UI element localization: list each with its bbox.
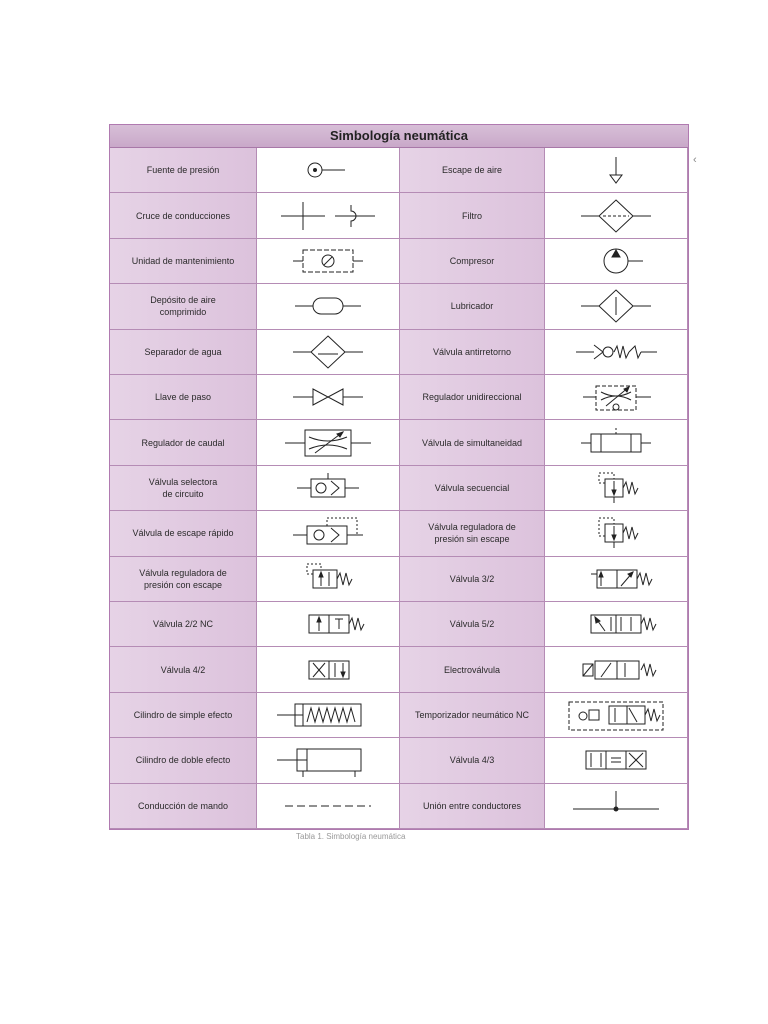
symbol-label: Unión entre conductores (400, 784, 545, 829)
symbol-label: Llave de paso (110, 375, 257, 420)
symbol-cell (545, 602, 688, 647)
one-way-regulator-icon (561, 378, 671, 416)
symbol-cell (545, 693, 688, 738)
symbol-label: Válvula reguladora de presión sin escape (400, 511, 545, 556)
symbol-cell (257, 239, 400, 284)
symbol-cell (257, 375, 400, 420)
symbol-label: Válvula 4/3 (400, 738, 545, 783)
symbol-cell (257, 602, 400, 647)
pressure-source-icon (273, 151, 383, 189)
pilot-line-icon (273, 787, 383, 825)
valve-4-2-icon (273, 651, 383, 689)
symbol-cell (257, 738, 400, 783)
valve-4-3-icon (561, 741, 671, 779)
symbol-label: Electroválvula (400, 647, 545, 692)
symbol-cell (257, 148, 400, 193)
symbol-label: Lubricador (400, 284, 545, 329)
symbol-cell (545, 557, 688, 602)
symbol-cell (545, 330, 688, 375)
symbol-cell (545, 375, 688, 420)
symbol-cell (545, 420, 688, 465)
flow-regulator-icon (273, 424, 383, 462)
sequence-valve-icon (561, 469, 671, 507)
symbol-cell (257, 330, 400, 375)
symbol-label: Válvula secuencial (400, 466, 545, 511)
symbol-cell (545, 193, 688, 238)
quick-exhaust-valve-icon (273, 514, 383, 552)
symbol-cell (257, 284, 400, 329)
symbol-cell (257, 693, 400, 738)
symbol-cell (545, 148, 688, 193)
symbol-label: Escape de aire (400, 148, 545, 193)
line-junction-icon (561, 787, 671, 825)
symbol-cell (545, 284, 688, 329)
symbol-cell (257, 784, 400, 829)
symbol-label: Separador de agua (110, 330, 257, 375)
symbol-label: Fuente de presión (110, 148, 257, 193)
solenoid-valve-icon (561, 651, 671, 689)
symbol-label: Regulador de caudal (110, 420, 257, 465)
symbol-cell (545, 511, 688, 556)
valve-3-2-icon (561, 560, 671, 598)
lubricator-icon (561, 287, 671, 325)
symbol-cell (545, 239, 688, 284)
pressure-regulator-no-exhaust-icon (561, 514, 671, 552)
compressor-icon (561, 242, 671, 280)
symbol-cell (257, 420, 400, 465)
maintenance-unit-icon (273, 242, 383, 280)
symbol-label: Válvula de simultaneidad (400, 420, 545, 465)
and-valve-icon (561, 424, 671, 462)
symbol-cell (545, 647, 688, 692)
air-exhaust-icon (561, 151, 671, 189)
symbol-cell (257, 511, 400, 556)
check-valve-icon (561, 333, 671, 371)
symbol-label: Filtro (400, 193, 545, 238)
symbol-cell (257, 193, 400, 238)
symbol-cell (257, 557, 400, 602)
symbol-label: Cilindro de doble efecto (110, 738, 257, 783)
table-title: Simbología neumática (110, 125, 688, 148)
symbol-label: Compresor (400, 239, 545, 284)
symbol-label: Válvula antirretorno (400, 330, 545, 375)
filter-icon (561, 197, 671, 235)
valve-2-2-nc-icon (273, 605, 383, 643)
symbol-cell (257, 466, 400, 511)
single-acting-cylinder-icon (273, 696, 383, 734)
symbol-cell (545, 738, 688, 783)
page-edge-mark: ‹ (693, 154, 697, 166)
table-caption: Tabla 1. Simbología neumática (296, 832, 406, 841)
symbol-label: Válvula reguladora de presión con escape (110, 557, 257, 602)
symbol-label: Válvula de escape rápido (110, 511, 257, 556)
symbol-label: Cruce de conducciones (110, 193, 257, 238)
symbol-cell (257, 647, 400, 692)
shuttle-valve-icon (273, 469, 383, 507)
water-separator-icon (273, 333, 383, 371)
symbol-label: Válvula 4/2 (110, 647, 257, 692)
valve-5-2-icon (561, 605, 671, 643)
symbol-label: Válvula selectora de circuito (110, 466, 257, 511)
symbol-label: Cilindro de simple efecto (110, 693, 257, 738)
pneumatic-timer-icon (561, 696, 671, 734)
symbol-label: Unidad de mantenimiento (110, 239, 257, 284)
symbol-label: Conducción de mando (110, 784, 257, 829)
line-crossing-icon (273, 197, 383, 235)
symbol-label: Temporizador neumático NC (400, 693, 545, 738)
symbol-label: Válvula 5/2 (400, 602, 545, 647)
symbol-label: Regulador unidireccional (400, 375, 545, 420)
symbol-label: Válvula 3/2 (400, 557, 545, 602)
symbol-label: Depósito de aire comprimido (110, 284, 257, 329)
air-reservoir-icon (273, 287, 383, 325)
pressure-regulator-exhaust-icon (273, 560, 383, 598)
table-grid (110, 148, 688, 829)
symbol-label: Válvula 2/2 NC (110, 602, 257, 647)
symbol-cell (545, 784, 688, 829)
symbol-cell (545, 466, 688, 511)
symbol-table (109, 124, 689, 830)
stop-valve-icon (273, 378, 383, 416)
double-acting-cylinder-icon (273, 741, 383, 779)
